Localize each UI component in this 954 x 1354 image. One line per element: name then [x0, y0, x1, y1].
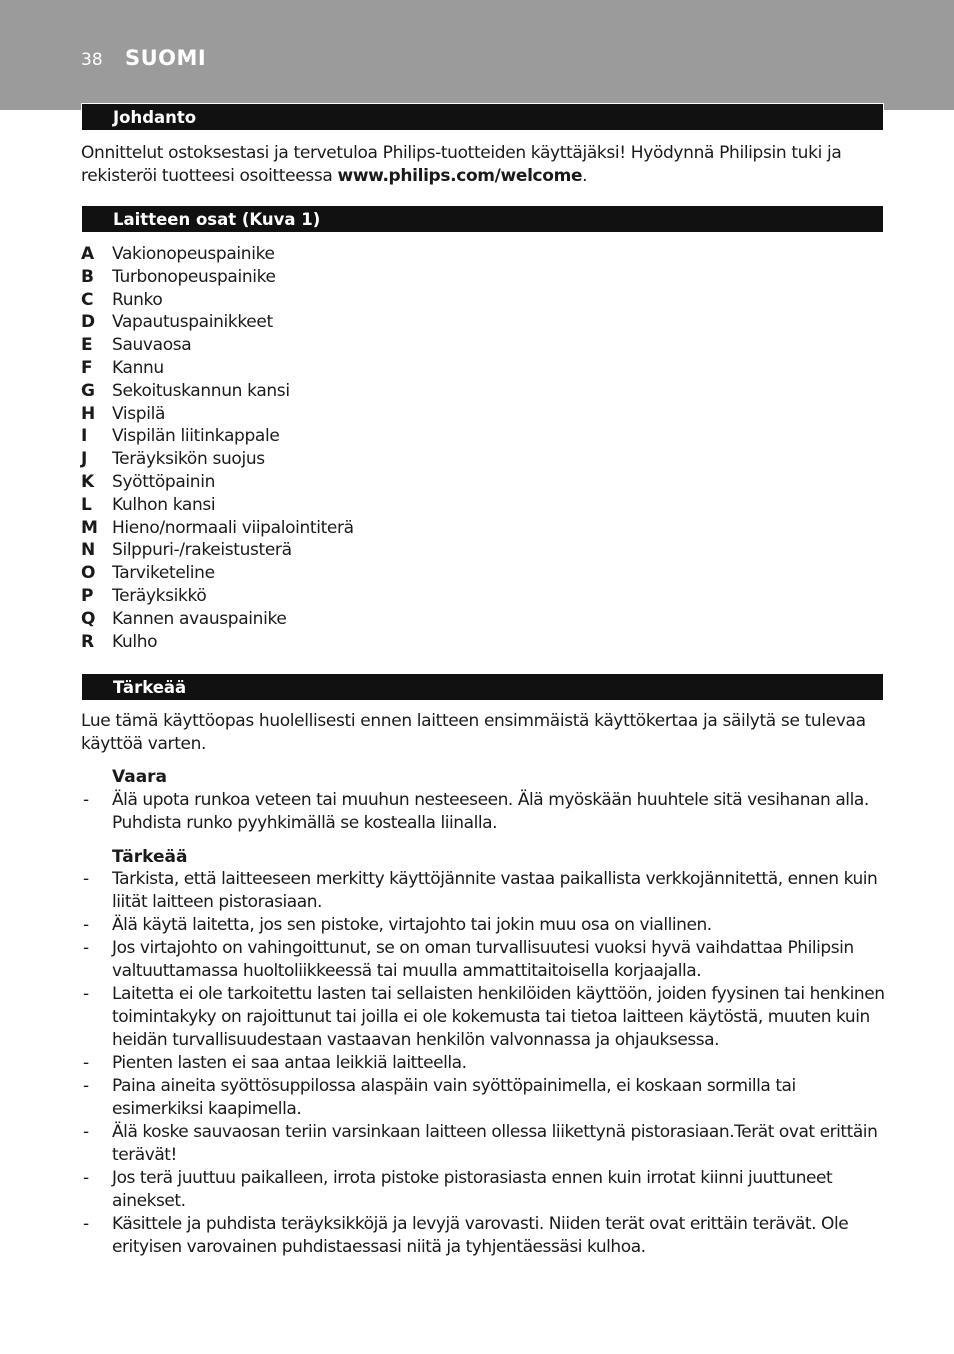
important-item	[81, 1121, 886, 1167]
part-label: Kannen avauspainike	[112, 608, 287, 629]
danger-list	[81, 789, 886, 835]
important-item-text: Älä käytä laitetta, jos sen pistoke, virtajohto tai jokin muu osa on viallinen.	[112, 915, 712, 935]
intro-text-end: .	[582, 166, 588, 186]
part-label: Kulho	[112, 631, 158, 652]
part-label: Vispilän liitinkappale	[112, 426, 280, 447]
bullet-dash: -	[83, 790, 89, 810]
danger-title: Vaara	[112, 767, 168, 787]
section-heading-important	[81, 673, 884, 701]
section-heading-intro-label: Johdanto	[113, 108, 197, 127]
part-label: Sauvaosa	[112, 335, 192, 356]
bullet-dash: -	[83, 1214, 89, 1234]
part-letter: O	[81, 563, 96, 584]
part-label: Hieno/normaali viipalointiterä	[112, 517, 354, 538]
part-label: Vispilä	[112, 403, 166, 424]
part-label: Teräyksikkö	[112, 585, 207, 606]
important-item-text: Jos virtajohto on vahingoittunut, se on oman turvallisuutesi vuoksi hyvä vaihdattaa Philipsin valtuuttamassa huoltoliikkeessä tai muulla ammattitaitoisella korjaajalla.	[112, 938, 854, 981]
part-label: Kannu	[112, 357, 164, 378]
part-letter: C	[81, 289, 94, 310]
danger-item	[81, 789, 886, 835]
important-item-text: Paina aineita syöttösuppilossa alaspäin vain syöttöpainimella, ei koskaan sormilla tai esimerkiksi kaapimella.	[112, 1076, 796, 1119]
part-label: Vakionopeuspainike	[112, 244, 275, 264]
danger-item-text: Älä upota runkoa veteen tai muuhun nesteeseen. Älä myöskään huuhtele sitä vesihanan alla. Puhdista runko pyyhkimällä se kostealla liinalla.	[112, 790, 869, 833]
important-item	[81, 868, 886, 914]
language-title: SUOMI	[125, 46, 207, 70]
part-label: Syöttöpainin	[112, 471, 215, 492]
part-letter: N	[81, 540, 95, 561]
bullet-dash: -	[83, 915, 89, 935]
important-list	[81, 868, 886, 1259]
part-label: Silppuri-/rakeistusterä	[112, 540, 292, 561]
page-number: 38	[81, 50, 103, 70]
important-item-text: Älä koske sauvaosan teriin varsinkaan laitteen ollessa liikettynä pistorasiaan.Terät ovat erittäin terävät!	[112, 1122, 878, 1165]
important-item-text: Laitetta ei ole tarkoitettu lasten tai sellaisten henkilöiden käyttöön, joiden fyysinen tai henkinen toimintakyky on rajoittunut tai joilla ei ole kokemusta tai tietoa laitteen käytöstä, muuten kuin heidän turvallisuudestaan vastaavan henkilön valvonnassa ja ohjauksessa.	[112, 984, 885, 1050]
important-item-text: Jos terä juuttuu paikalleen, irrota pistoke pistorasiasta ennen kuin irrotat kiinni juuttuneet ainekset.	[112, 1168, 833, 1211]
part-letter: Q	[81, 608, 96, 629]
important-item-text: Pienten lasten ei saa antaa leikkiä laitteella.	[112, 1053, 467, 1073]
part-letter: G	[81, 380, 95, 401]
important-item	[81, 1167, 886, 1213]
part-letter: H	[81, 403, 95, 424]
section-heading-intro	[81, 103, 884, 131]
part-label: Teräyksikön suojus	[112, 449, 265, 470]
bullet-dash: -	[83, 938, 89, 958]
part-letter: L	[81, 494, 92, 515]
header-band	[0, 0, 954, 110]
part-letter: E	[81, 335, 93, 356]
philips-website-link[interactable]: www.philips.com/welcome	[337, 166, 583, 186]
bullet-dash: -	[83, 869, 89, 889]
part-label: Sekoituskannun kansi	[112, 380, 290, 401]
part-label: Tarviketeline	[112, 563, 215, 584]
section-heading-parts-label: Laitteen osat (Kuva 1)	[113, 210, 321, 229]
important-item-text: Käsittele ja puhdista teräyksikköjä ja levyjä varovasti. Niiden terät ovat erittäin terävät. Ole erityisen varovainen puhdistaessasi niitä ja tyhjentäessäsi kulhoa.	[112, 1214, 849, 1257]
section-heading-important-label: Tärkeää	[113, 678, 187, 697]
part-letter: I	[81, 426, 87, 447]
important-item	[81, 1213, 886, 1259]
bullet-dash: -	[83, 1122, 89, 1142]
bullet-dash: -	[83, 1053, 89, 1073]
section-heading-parts	[81, 205, 884, 233]
part-letter: D	[81, 312, 95, 333]
part-label: Kulhon kansi	[112, 494, 216, 515]
intro-paragraph	[81, 142, 886, 188]
bullet-dash: -	[83, 984, 89, 1004]
part-letter: F	[81, 357, 93, 378]
bullet-dash: -	[83, 1076, 89, 1096]
important-intro: Lue tämä käyttöopas huolellisesti ennen laitteen ensimmäistä käyttökertaa ja säilytä se tulevaa käyttöä varten.	[81, 711, 866, 754]
part-letter: R	[81, 631, 94, 652]
important-item	[81, 914, 886, 937]
part-letter: A	[81, 244, 94, 264]
part-letter: M	[81, 517, 98, 538]
part-label: Vapautuspainikkeet	[112, 312, 273, 333]
part-label: Turbonopeuspainike	[112, 266, 276, 287]
part-letter: P	[81, 585, 94, 606]
bullet-dash: -	[83, 1168, 89, 1188]
important-item	[81, 983, 886, 1052]
important-item	[81, 937, 886, 983]
part-label: Runko	[112, 289, 163, 310]
important-item	[81, 1075, 886, 1121]
important-title: Tärkeää	[112, 847, 188, 867]
intro-text: Onnittelut ostoksestasi ja tervetuloa Philips-tuotteiden käyttäjäksi! Hyödynnä Philipsin tuki ja rekisteröi tuotteesi osoitteessa	[81, 143, 842, 186]
important-item	[81, 1052, 886, 1075]
part-letter: K	[81, 471, 94, 492]
part-letter: J	[81, 449, 87, 470]
important-item-text: Tarkista, että laitteeseen merkitty käyttöjännite vastaa paikallista verkkojännitettä, ennen kuin liität laitteen pistorasiaan.	[112, 869, 878, 912]
part-letter: B	[81, 266, 94, 287]
